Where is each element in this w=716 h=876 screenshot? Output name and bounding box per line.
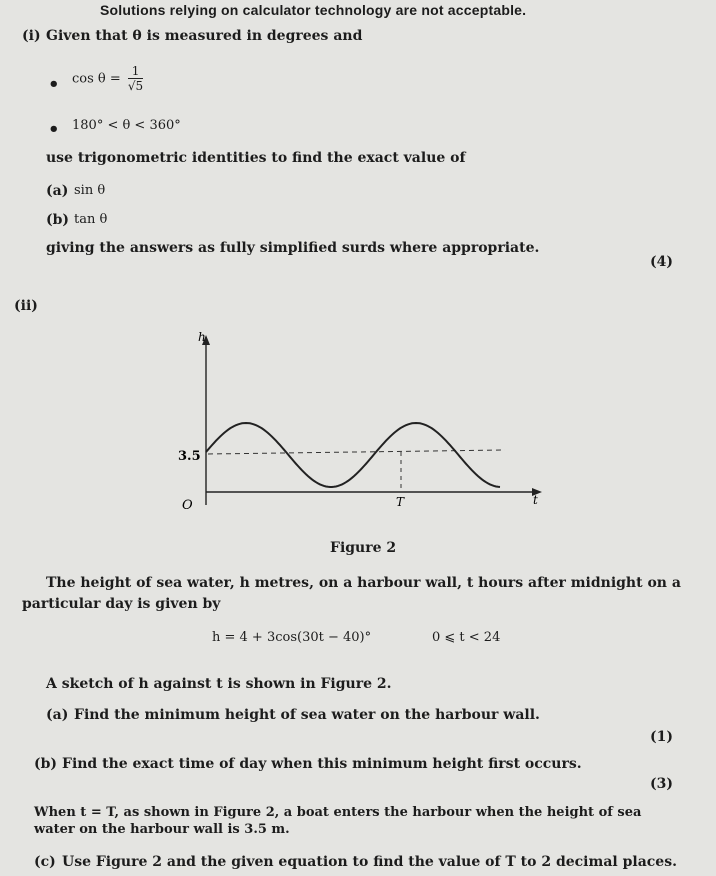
bullet-1-dot: • bbox=[48, 74, 60, 95]
part-i-note: giving the answers as fully simplified surds where appropriate. bbox=[46, 240, 540, 256]
para-1-line-1: The height of sea water, h metres, on a harbour wall, t hours after midnight on a bbox=[46, 575, 681, 591]
part-ii-b-text: Find the exact time of day when this minimum height first occurs. bbox=[62, 756, 582, 772]
part-ii-a-label: (a) bbox=[46, 707, 69, 723]
bullet-2-expression: 180° < θ < 360° bbox=[72, 118, 181, 133]
origin-label: O bbox=[182, 498, 193, 513]
part-i-marks: (4) bbox=[650, 254, 673, 270]
part-ii-c-text: Use Figure 2 and the given equation to find the value of T to 2 decimal places. bbox=[62, 854, 677, 870]
bullet-1-expression bbox=[72, 64, 143, 94]
part-ii-b-marks: (3) bbox=[650, 776, 673, 792]
cos-lhs: cos θ = bbox=[72, 71, 121, 87]
when-line-1: When t = T, as shown in Figure 2, a boat enters the harbour when the height of sea bbox=[34, 805, 642, 820]
level-label: 3.5 bbox=[178, 449, 201, 464]
part-i-b-label: (b) bbox=[46, 212, 70, 228]
part-i-a-expr: sin θ bbox=[74, 183, 106, 198]
figure-caption: Figure 2 bbox=[330, 540, 397, 556]
part-ii-a-marks: (1) bbox=[650, 729, 673, 745]
bullet-2-dot: • bbox=[48, 119, 60, 140]
part-ii-a-text: Find the minimum height of sea water on the harbour wall. bbox=[74, 707, 540, 723]
domain: 0 ⩽ t < 24 bbox=[432, 630, 501, 645]
figure-2-sketch bbox=[160, 325, 550, 520]
when-line-2: water on the harbour wall is 3.5 m. bbox=[34, 822, 290, 837]
part-i-b-expr: tan θ bbox=[74, 212, 108, 227]
part-ii-b-label: (b) bbox=[34, 756, 58, 772]
fraction bbox=[128, 64, 143, 94]
part-i-label: (i) bbox=[22, 28, 41, 44]
fraction-numerator: 1 bbox=[128, 64, 143, 79]
part-i-intro: Given that θ is measured in degrees and bbox=[46, 28, 363, 44]
height-curve bbox=[206, 423, 500, 487]
para-1-line-2: particular day is given by bbox=[22, 596, 221, 612]
y-axis-label: h bbox=[198, 330, 206, 344]
level-line-dashed bbox=[208, 450, 505, 454]
part-i-instruction: use trigonometric identities to find the exact value of bbox=[46, 150, 466, 166]
part-i-a-label: (a) bbox=[46, 183, 69, 199]
part-ii-label: (ii) bbox=[14, 298, 38, 314]
equation: h = 4 + 3cos(30t − 40)° bbox=[212, 630, 372, 645]
sketch-note: A sketch of h against t is shown in Figure 2. bbox=[46, 676, 392, 692]
part-ii-c-label: (c) bbox=[34, 854, 56, 870]
header-text: Solutions relying on calculator technology are not acceptable. bbox=[100, 2, 527, 18]
fraction-denominator: √5 bbox=[127, 79, 144, 93]
x-axis-label: t bbox=[533, 493, 538, 507]
t-marker-label: T bbox=[396, 495, 405, 509]
